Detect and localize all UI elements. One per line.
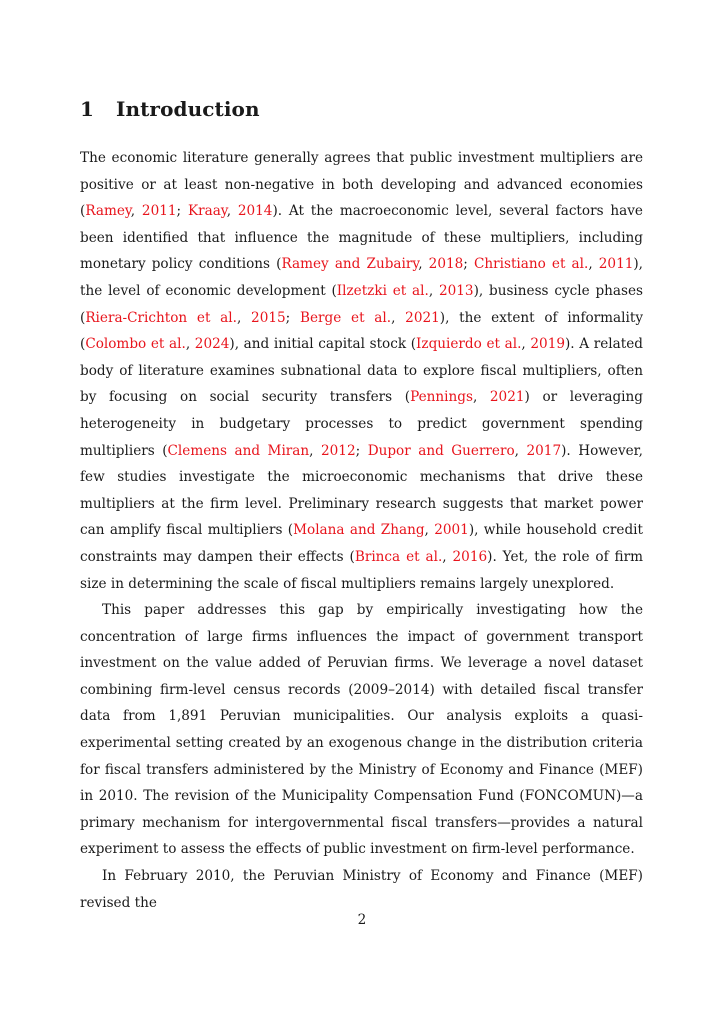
section-title: Introduction [116,97,260,121]
citation-link[interactable]: Berge et al. [300,309,392,326]
paragraph-text: , [418,256,429,273]
citation-link[interactable]: Izquierdo et al. [416,336,522,353]
citation-link[interactable]: 2021 [489,389,525,406]
citation-link[interactable]: 2013 [438,282,474,299]
citation-link[interactable]: 2017 [526,442,562,459]
citation-link[interactable]: 2018 [428,256,464,273]
citation-link[interactable]: Colombo et al. [85,336,186,353]
citation-link[interactable]: Clemens and Miran [167,442,310,459]
citation-link[interactable]: Riera-Crichton et al. [85,309,237,326]
paragraph-text: ), business cycle phases ( [80,282,643,326]
citation-link[interactable]: Brinca et al. [354,548,443,565]
paragraph-2 [80,597,643,863]
paragraph-text: , [442,548,453,565]
paragraph-text: , [130,203,142,220]
citation-link[interactable]: 2012 [321,442,356,459]
page-number: 2 [357,912,367,928]
paragraph-text: , [588,256,599,273]
paragraph-text: , [521,336,531,353]
paragraph-text: , [391,309,406,326]
citation-link[interactable]: Ilzetzki et al. [336,282,429,299]
paragraph-text: ; [463,256,474,273]
paragraph-text: ). A related body of literature examines subnational data to explore fiscal multipliers, often by focusing on social security transfers ( [80,336,643,406]
citation-link[interactable]: 2016 [452,548,488,565]
paragraph-text: ). However, few studies investigate the microeconomic mechanisms that drive these multipliers at the firm level. Preliminary research suggests that market power can amplify fiscal multipliers ( [80,442,643,539]
section-heading [80,97,260,121]
citation-link[interactable]: 2014 [237,203,273,220]
citation-link[interactable]: Christiano et al. [473,256,589,273]
citation-link[interactable]: 2015 [251,309,286,326]
paragraph-text: , [226,203,238,220]
citation-link[interactable]: Kraay [187,203,227,220]
paragraph-text: , [236,309,252,326]
citation-link[interactable]: Dupor and Guerrero [367,442,515,459]
paragraph-text: , [309,442,321,459]
citation-link[interactable]: 2011 [598,256,634,273]
section-number: 1 [80,97,95,121]
paragraph-text: , [472,389,490,406]
paragraph-text: , [185,336,195,353]
paragraph-text: ; [355,442,368,459]
paragraph-text: , [424,522,435,539]
paragraph-text: ), the level of economic development ( [80,256,643,299]
citation-link[interactable]: Molana and Zhang [293,522,425,539]
paragraph-text: ; [176,203,188,220]
paragraph-1 [80,145,643,597]
paragraph-text: ) or leveraging heterogeneity in budgetary processes to predict government spending multipliers ( [80,389,643,459]
paragraph-text: ), while household credit constraints may dampen their effects ( [80,522,643,565]
paragraph-text: The economic literature generally agrees that public investment multipliers are positive or at least non-negative in both developing and advanced economies ( [80,150,643,220]
paragraph-text: This paper addresses this gap by empirically investigating how the concentration of large firms influences the impact of government transport investment on the value added of Peruvian firms. We leverage a novel dataset combining firm-level census records (2009–2014) with detailed fiscal transfer data from 1,891 Peruvian municipalities. Our analysis exploits a quasi-experimental setting created by an exogenous change in the distribution criteria for fiscal transfers administered by the Ministry of Economy and Finance (MEF) in 2010. The revision of the Municipality Compensation Fund (FONCOMUN)—a primary mechanism for intergovernmental fiscal transfers—provides a natural experiment to assess the effects of public investment on firm-level performance. [80,602,643,858]
citation-link[interactable]: 2021 [405,309,440,326]
paragraph-text: ). At the macroeconomic level, several factors have been identified that influence the magnitude of these multipliers, including monetary policy conditions ( [80,203,643,273]
paragraph-text: In February 2010, the Peruvian Ministry of Economy and Finance (MEF) revised the [80,868,643,911]
citation-link[interactable]: 2019 [530,336,565,353]
paragraph-text: , [514,442,527,459]
body-text [80,145,643,916]
paragraph-text: , [428,282,439,299]
paragraph-text: ; [285,309,300,326]
citation-link[interactable]: Ramey [85,203,131,220]
citation-link[interactable]: Ramey and Zubairy [281,256,419,273]
paragraph-text: ), the extent of informality ( [80,309,643,353]
paragraph-text: ). Yet, the role of firm size in determining the scale of fiscal multipliers remains largely unexplored. [80,548,644,592]
paragraph-3 [80,863,643,916]
citation-link[interactable]: 2024 [194,336,230,353]
citation-link[interactable]: 2011 [141,203,177,220]
citation-link[interactable]: Pennings [410,389,473,406]
citation-link[interactable]: 2001 [434,522,469,539]
paragraph-text: ), and initial capital stock ( [229,336,417,353]
